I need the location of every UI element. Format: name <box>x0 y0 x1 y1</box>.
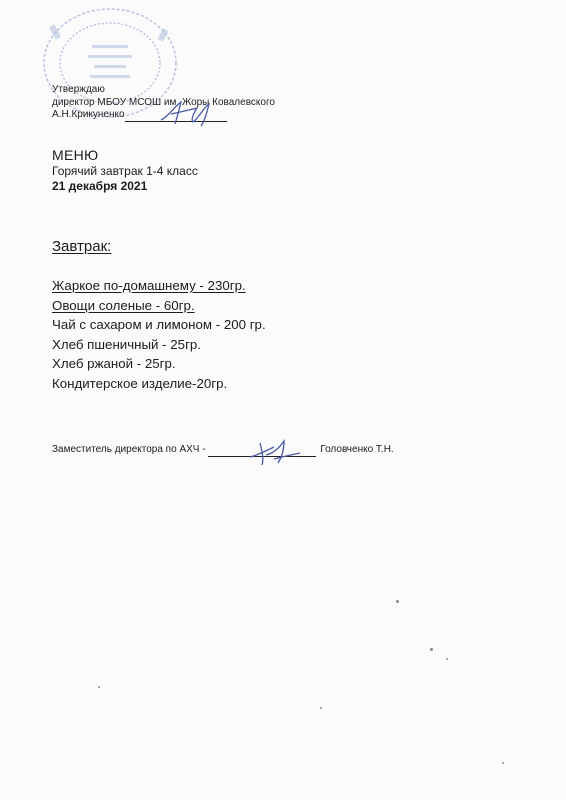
approval-label: Утверждаю <box>52 84 105 95</box>
deputy-signature <box>244 437 304 467</box>
scan-speck <box>396 600 399 603</box>
scan-speck <box>446 658 448 660</box>
menu-header <box>52 147 198 194</box>
list-item: Хлеб ржаной - 25гр. <box>52 356 176 372</box>
menu-subtitle: Горячий завтрак 1-4 класс <box>52 164 198 178</box>
approval-director: директор МБОУ МСОШ им. Жоры Ковалевского <box>52 96 275 108</box>
director-signature <box>157 98 217 128</box>
list-item: Чай с сахаром и лимоном - 200 гр. <box>52 317 266 333</box>
list-item: Хлеб пшеничный - 25гр. <box>52 336 202 352</box>
deputy-position: Заместитель директора по АХЧ - <box>52 444 209 455</box>
scan-speck <box>98 686 100 688</box>
menu-date: 21 декабря 2021 <box>52 179 148 193</box>
meal-item-list <box>52 276 266 394</box>
approval-signer-name: А.Н.Крикуненко <box>52 109 125 120</box>
meal-heading: Завтрак: <box>52 238 112 255</box>
list-item: Жаркое по-домашнему - 230гр. <box>52 278 246 293</box>
deputy-signature-line <box>52 443 394 457</box>
deputy-name: Головченко Т.Н. <box>320 444 394 455</box>
list-item: Овощи соленые - 60гр. <box>52 297 195 313</box>
page-title: МЕНЮ <box>52 147 99 163</box>
scan-speck <box>320 707 322 709</box>
list-item: Кондитерское изделие-20гр. <box>52 375 228 391</box>
scan-speck <box>430 648 433 651</box>
scan-speck <box>502 762 504 764</box>
